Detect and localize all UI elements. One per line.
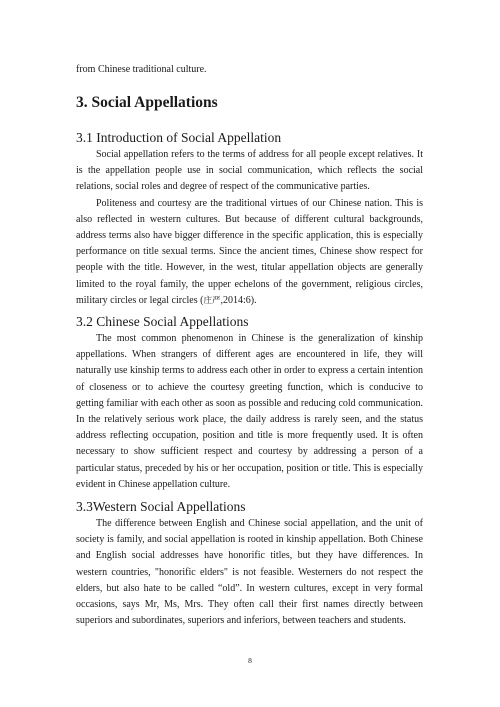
section-heading: 3. Social Appellations [76,94,218,111]
paragraph-3-1-2-text: Politeness and courtesy are the traditional virtues of our Chinese nation. This is also reflected in western cultures. But because of different cultural backgrounds, address terms also have bigger difference in the specific application, this is especially performance on title sexual terms. Since the ancient times, Chinese show respect for people with the title. However, in the west, titular appellation objects are generally limited to the royal family, the upper echelons of the government, religious circles, military circles or legal circles ( [76,197,423,306]
paragraph-3-1-2 [76,196,423,309]
paragraph-3-2-1: The most common phenomenon in Chinese is the generalization of kinship appellations. When strangers of different ages are encountered in life, they will naturally use kinship terms to address each other in order to express a certain intention of closeness or to achieve the courtesy greeting function, which is conducive to getting familiar with each other as soon as possible and reducing cold communication. In the relatively serious work place, the daily address is rarely seen, and the status address reflecting occupation, position and title is more frequently used. It is often necessary to show sufficient respect and courtesy by addressing a person of a particular status, preceded by his or her occupation, position or title. This is especially evident in Chinese appellation culture. [76,333,423,490]
subsection-3-2-heading: 3.2 Chinese Social Appellations [76,314,249,329]
subsection-3-3-heading: 3.3Western Social Appellations [76,499,246,514]
page-number: 8 [248,656,252,665]
subsection-3-1-heading: 3.1 Introduction of Social Appellation [76,130,282,145]
subsection-3-1-body [76,147,423,309]
paragraph-3-1-1: Social appellation refers to the terms of address for all people except relatives. It is the appellation people use in social communication, which reflects the social relations, social roles and degree of respect of the communicative parties. [76,149,423,193]
citation-author: 庄严 [203,295,221,306]
paragraph-3-3-1: The difference between English and Chinese social appellation, and the unit of society is family, and social appellation is rooted in kinship appellation. Both Chinese and English social addresses have honorific titles, but they have differences. In western countries, "honorific elders" is not feasible. Westerners do not respect the elders, but also hate to be called “old”. In western cultures, except in very formal occasions, says Mr, Ms, Mrs. They often call their first names directly between superiors and subordinates, superiors and inferiors, between teachers and students. [76,518,423,627]
intro-continuation [76,62,423,78]
subsection-3-2-body [76,331,423,493]
intro-line: from Chinese traditional culture. [76,64,207,75]
subsection-3-3-body [76,516,423,629]
citation-tail: ,2014:6). [220,294,257,306]
